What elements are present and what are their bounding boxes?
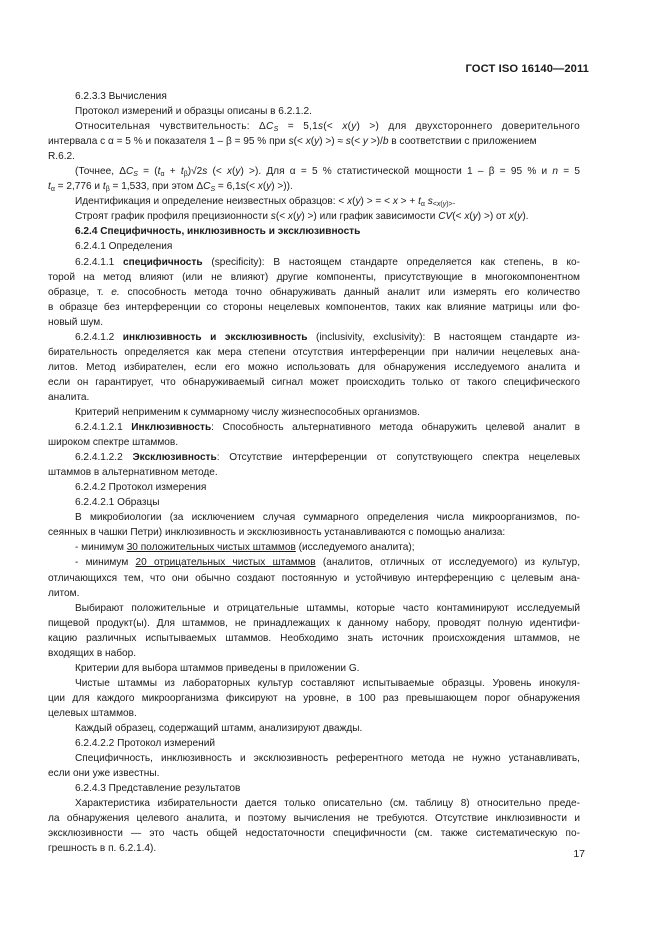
paragraph-line: аналита. xyxy=(48,391,90,403)
paragraph-line: Протокол измерений и образцы описаны в 6.2.1.2. xyxy=(75,106,312,118)
paragraph-line: новый шум. xyxy=(48,316,104,328)
paragraph-line: широком спектре штаммов. xyxy=(48,437,179,449)
paragraph-line-formula: (Точнее, $\Delta C_S = (t_\alpha + t_\beta)√2s$ (< x(y) >). Для α = 5 % статистической мощности 1 – β = 95 % и n = 5 xyxy=(75,166,580,179)
paragraph-line: отличающихся тем, что они обычно создают постоянную и устойчивую интерференцию с целевым ана- xyxy=(48,572,580,584)
paragraph-line: входящих в набор. xyxy=(48,647,137,659)
paragraph-line-formula: Относительная чувствительность: $\Delta C_S = 5,1s(< x(y)$ >) для двухстороннего доверительного xyxy=(75,121,580,134)
paragraph-line: Чистые штаммы из лабораторных культур составляют испытываемые образцы. Уровень инокуля- xyxy=(75,677,580,689)
paragraph-line: Специфичность, инклюзивность и эксклюзивность референтного метода не нужно устанавливать, xyxy=(75,753,580,765)
paragraph-line: в образце без интерференции со стороны нецелевых компонентов, таких как влияние матрицы или фо- xyxy=(48,301,580,313)
paragraph-line: Каждый образец, содержащий штамм, анализируют дважды. xyxy=(75,722,363,734)
paragraph-line: целевых штаммов. xyxy=(48,707,137,719)
paragraph-line: кацию различных испытываемых штаммов. Необходимо знать источник происхождения штаммов, не xyxy=(48,632,580,644)
document-body xyxy=(48,89,580,856)
paragraph-line-formula: Строят график профиля прецизионности s(< x(y) >) или график зависимости CV(< x(y) >) от x(y). xyxy=(75,211,529,223)
paragraph-line-formula: $t_\alpha = 2,776$ и $t_\beta = 1,533$, при этом $\Delta C_S = 6,1s(< x(y)$ >)). xyxy=(48,181,293,194)
paragraph-line: Критерии для выбора штаммов приведены в приложении G. xyxy=(75,662,360,674)
paragraph-line-formula: Идентификация и определение неизвестных образцов: < x(y) > = < x > + $t_\alpha$ $s_{<x(y)>}$. xyxy=(75,196,456,209)
paragraph-line: штаммов в альтернативном методе. xyxy=(48,467,218,479)
paragraph-line: ла обнаружения целевого аналита, и поэтому вычисления не требуются. Отсутствие инклюзивности и xyxy=(48,813,580,825)
paragraph-line: В микробиологии (за исключением случая суммарного определения числа микроорганизмов, по- xyxy=(75,512,580,524)
heading-6-2-3-3: 6.2.3.3 Вычисления xyxy=(75,91,167,102)
paragraph-line: бирательность определяется как мера степени отсутствия интерференции при наличии нецелевых ана- xyxy=(48,346,580,358)
paragraph-line: Выбирают положительные и отрицательные штаммы, которые часто контаминируют исследуемый xyxy=(75,602,580,614)
heading-6-2-4-2-1: 6.2.4.2.1 Образцы xyxy=(75,497,160,509)
paragraph-line: если он гарантирует, что обнаруживаемый сигнал может происходить только от такого специфического xyxy=(48,376,580,388)
paragraph-line: Характеристика избирательности дается только описательно (см. таблицу 8) относительно преде- xyxy=(75,798,580,810)
heading-6-2-4-3: 6.2.4.3 Представление результатов xyxy=(75,783,241,795)
paragraph-line: Критерий неприменим к суммарному числу жизнеспособных организмов. xyxy=(75,406,420,418)
heading-6-2-4-2: 6.2.4.2 Протокол измерения xyxy=(75,482,207,494)
paragraph-line: ции для каждого микроорганизма фиксируют на уровне, в 100 раз превышающем порог обнаружения xyxy=(48,692,580,704)
page-number: 17 xyxy=(573,848,585,860)
paragraph-line: грешность в п. 6.2.1.4). xyxy=(48,843,157,855)
paragraph-line: образце, т. е. способность метода точно обнаруживать данный аналит или измерять его количество xyxy=(48,286,580,298)
paragraph-line: R.6.2. xyxy=(48,151,75,163)
paragraph-line: торой на метод влияют (или не влияют) другие компоненты, присутствующие в многокомпонентном xyxy=(48,271,580,283)
definition-inclusivity-short: 6.2.4.1.2.1 Инклюзивность: Способность альтернативного метода обнаружить целевой аналит в xyxy=(75,422,580,434)
paragraph-line-formula: интервала с α = 5 % и показателя 1 – β = 95 % при s(< x(y) >) ≈ s(< y >)/b в соответствии с приложением xyxy=(48,136,537,148)
list-item: - минимум 20 отрицательных чистых штаммов (аналитов, отличных от исследуемого) из культур, xyxy=(75,557,580,569)
paragraph-line: если они уже известны. xyxy=(48,768,160,780)
standard-header: ГОСТ ISO 16140—2011 xyxy=(465,63,589,75)
definition-inclusivity: 6.2.4.1.2 инклюзивность и эксклюзивность (inclusivity, exclusivity): В настоящем стандарте из- xyxy=(75,331,580,343)
definition-exclusivity-short: 6.2.4.1.2.2 Эксклюзивность: Отсутствие интерференции от сопутствующего спектра нецелевых xyxy=(75,452,580,464)
paragraph-line: литом. xyxy=(48,587,80,599)
paragraph-line: сеянных в чашки Петри) инклюзивность и эксклюзивность устанавливаются с помощью анализа: xyxy=(48,527,506,539)
paragraph-line: эксклюзивности — это часть общей недостаточности специфичности (см. также систематическую по- xyxy=(48,828,580,840)
heading-6-2-4: 6.2.4 Специфичность, инклюзивность и эксклюзивность xyxy=(75,226,361,238)
definition-specificity: 6.2.4.1.1 специфичность (specificity): В настоящем стандарте определяется как степень, в ко- xyxy=(75,256,580,268)
heading-6-2-4-2-2: 6.2.4.2.2 Протокол измерений xyxy=(75,738,215,750)
list-item: - минимум 30 положительных чистых штаммов (исследуемого аналита); xyxy=(75,542,415,554)
paragraph-line: литов. Метод избирателен, если его можно использовать для обнаружения исследуемого аналита и xyxy=(48,361,580,373)
heading-6-2-4-1: 6.2.4.1 Определения xyxy=(75,241,173,253)
paragraph-line: пищевой продукт(ы). Для штаммов, не принадлежащих к данному набору, проводят полную идентифи- xyxy=(48,617,580,629)
